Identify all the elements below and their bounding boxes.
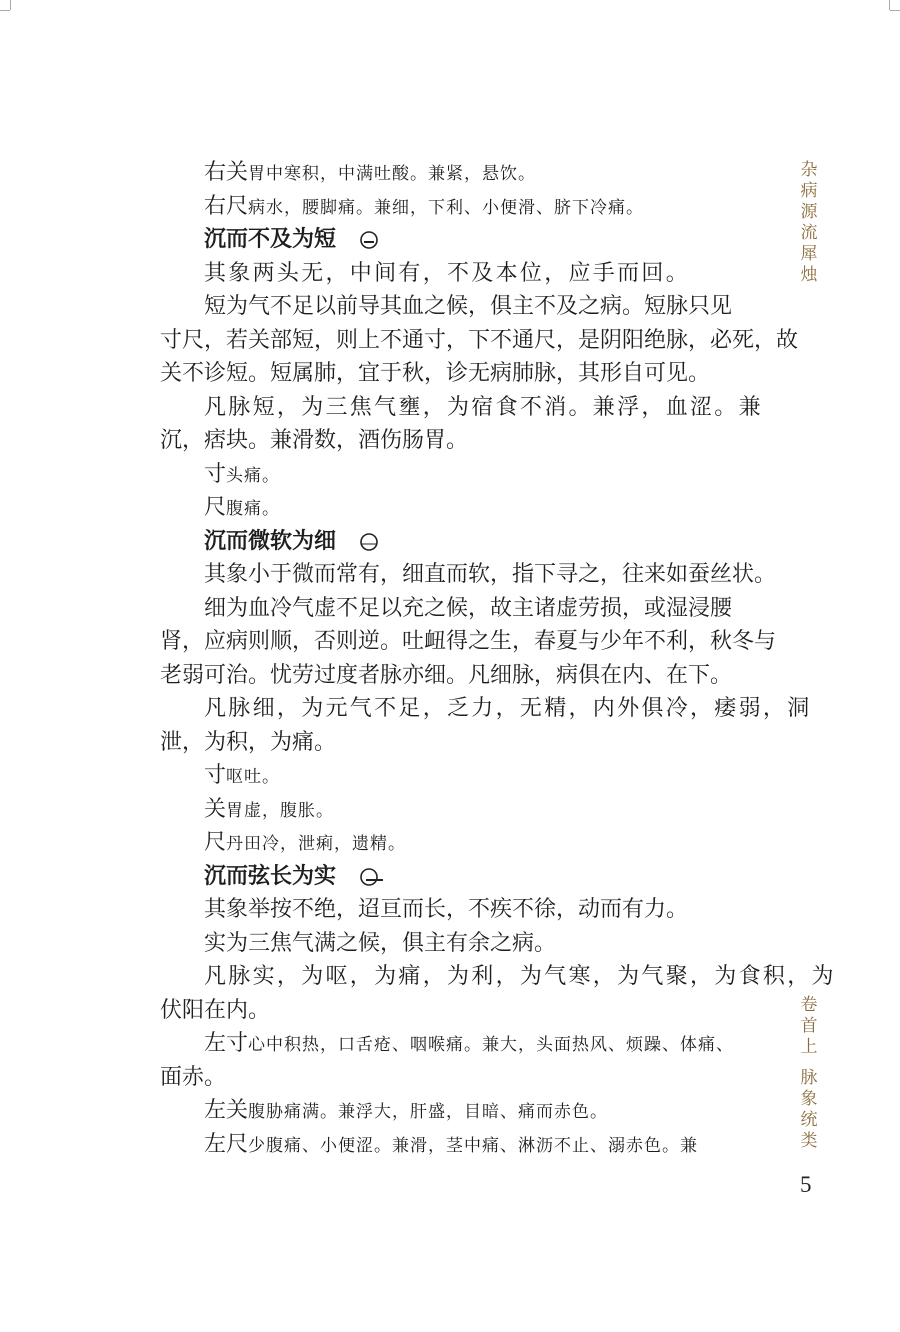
crop-mark [10, 0, 11, 10]
text-line: 短为气不足以前导其血之候，俱主不及之病。短脉只见 [204, 294, 733, 319]
text-line: 老弱可治。忧劳过度者脉亦细。凡细脉，病俱在内、在下。 [160, 662, 733, 688]
text-line: 面赤。 [160, 1064, 227, 1090]
text-line: 肾，应病则顺，否则逆。吐衄得之生，春夏与少年不利，秋冬与 [160, 629, 777, 654]
text-line: 关不诊短。短属肺，宜于秋，诊无病肺脉，其形自可见。 [160, 361, 711, 386]
crop-mark [890, 10, 900, 11]
text-line: 沉，痞块。兼滑数，酒伤肠胃。 [160, 428, 469, 453]
text-line: 左关腹胁痛满。兼浮大，肝盛，目暗、痛而赤色。 [204, 1098, 609, 1123]
crop-mark [889, 0, 890, 10]
text-line: 尺丹田冷，泄痢，遗精。 [204, 830, 407, 855]
text-line: 其象小于微而常有，细直而软，指下寻之，往来如蚕丝状。 [204, 562, 777, 587]
text-line: 其象举按不绝，迢亘而长，不疾不徐，动而有力。 [204, 897, 689, 922]
page-number: 5 [800, 1172, 812, 1197]
section-heading: 沉而弦长为实 [160, 860, 760, 894]
running-section-volume: 卷 首 上 [800, 995, 818, 1057]
pulse-short-icon [358, 230, 380, 250]
text-line: 细为血冷气虚不足以充之候，故主诸虚劳损，或湿浸腰 [204, 595, 733, 621]
text-line: 凡脉短，为三焦气壅，为宿食不消。兼浮，血涩。兼 [204, 394, 763, 420]
text-line: 尺腹痛。 [204, 495, 281, 520]
text-line: 左尺少腹痛、小便涩。兼滑，茎中痛、淋沥不止、溺赤色。兼 [204, 1131, 699, 1157]
section-heading: 沉而不及为短 [160, 223, 760, 257]
text-line: 伏阳在内。 [160, 997, 271, 1023]
text-line: 寸头痛。 [204, 461, 281, 487]
text-line: 凡脉细，为元气不足，乏力，无精，内外俱冷，痿弱，洞 [204, 696, 812, 721]
text-line: 泄，为积，为痛。 [160, 729, 337, 755]
text-line: 其象两头无，中间有，不及本位，应手而回。 [204, 260, 691, 286]
pulse-thin-icon [358, 532, 380, 552]
running-section-chapter: 脉 象 统 类 [800, 1068, 818, 1151]
text-line: 右关胃中寒积，中满吐酸。兼紧，悬饮。 [204, 160, 537, 185]
pulse-solid-icon [358, 867, 384, 887]
section-heading: 沉而微软为细 [160, 525, 760, 559]
text-line: 实为三焦气满之候，俱主有余之病。 [204, 930, 557, 956]
crop-mark [0, 10, 10, 11]
text-line: 右尺病水，腰脚痛。兼细，下利、小便滑、脐下冷痛。 [204, 193, 645, 219]
text-line: 寸尺，若关部短，则上不通寸，下不通尺，是阴阳绝脉，必死，故 [160, 327, 799, 353]
text-line: 关胃虚，腹胀。 [204, 796, 335, 822]
text-line: 左寸心中积热，口舌疮、咽喉痛。兼大，头面热风、烦躁、体痛、 [204, 1031, 735, 1056]
text-line: 凡脉实，为呕，为痛，为利，为气寒，为气聚，为食积，为 [204, 964, 836, 989]
running-title: 杂 病 源 流 犀 烛 [800, 160, 818, 285]
text-line: 寸呕吐。 [204, 763, 281, 788]
